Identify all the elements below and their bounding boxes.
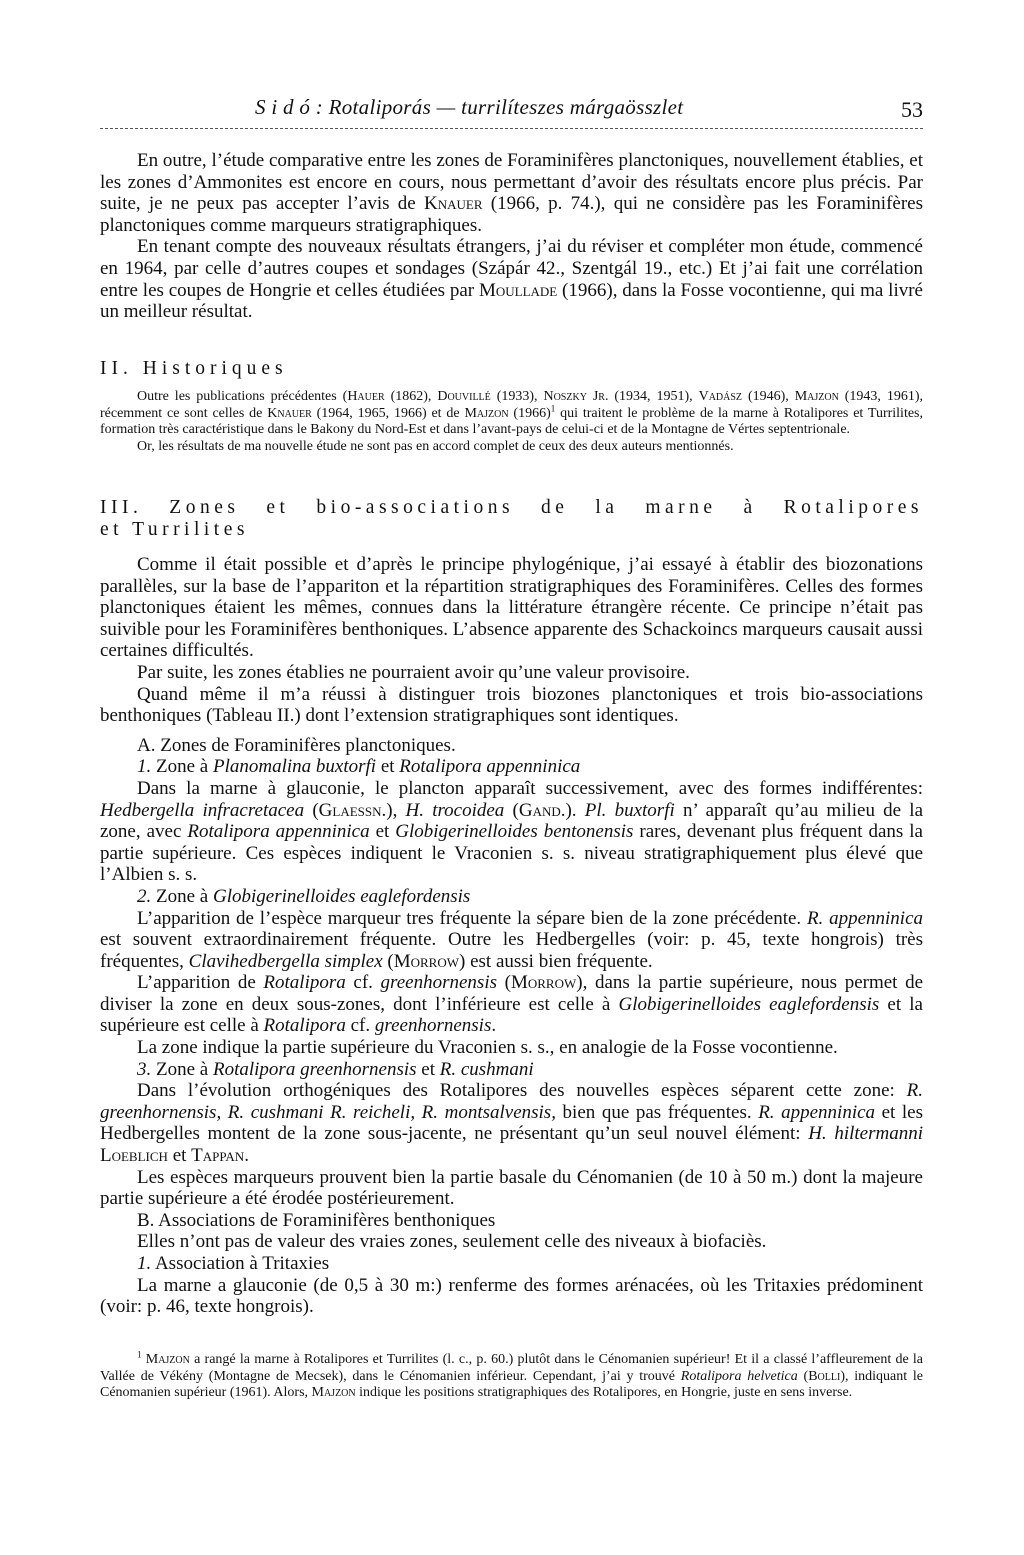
association-1-title: 1. Association à Tritaxies — [137, 1253, 330, 1274]
zone-2-paragraph-2: L’apparition de Rotalipora cf. greenhornensis (Morrow), dans la partie supérieure, nous permet de diviser la zone en deux sous-zones, dont l’inférieure est celle à Globigerinelloides eaglefordensis et la supérieure est celle à Rotalipora cf. greenhornensis. — [100, 972, 924, 1037]
zone-3-title: 3. Zone à Rotalipora greenhornensis et R. cushmani — [137, 1058, 534, 1080]
zone-1-body: Dans la marne à glauconie, le plancton apparaît successivement, avec des formes indifférentes: Hedbergella infracretacea (Glaessn.), H. trocoidea (Gand.). Pl. buxtorfi n’ apparaît qu’au milieu de la zone, avec Rotalipora appenninica et Globigerinelloides bentonensis rares, devenant plus fréquent dans la partie supérieure. Ces espèces indiquent le Vraconien s. s. niveau stratigraphiquement plus élevé que l’Albien s. s. — [100, 777, 924, 886]
footnote-marker: 1 — [550, 403, 556, 414]
association-1-body: La marne a glauconie (de 0,5 à 30 m:) renferme des formes arénacées, où les Tritaxies prédominent (voir: p. 46, texte hongrois). — [100, 1274, 923, 1318]
footnote — [100, 1349, 924, 1402]
section-3-paragraph-3: Quand même il m’a réussi à distinguer trois biozones planctoniques et trois bio-associations benthoniques (Tableau II.) dont l’extension stratigraphiques sont identiques. — [100, 683, 923, 727]
zone-2-title: 2. Zone à Globigerinelloides eaglefordensis — [137, 885, 471, 907]
header-rule — [100, 128, 923, 129]
running-title: S i d ó : Rotaliporás — turrilíteszes márgaösszlet — [255, 95, 684, 119]
zone-2-paragraph-3: La zone indique la partie supérieure du Vraconien s. s., en analogie de la Fosse vocontienne. — [137, 1037, 838, 1059]
section-2-paragraph-1: Outre les publications précédentes (Hauer (1862), Douvillé (1933), Noszky Jr. (1934, 1951), Vadász (1946), Majzon (1943, 1961), récemment ce sont celles de Knauer (1964, 1965, 1966) et de Majzon $(1966)^1$ qui traitent le problème de la marne à Rotalipores et Turrilites, formation très caractéristique dans le Bakony du Nord-Est et dans l’avant-pays de celui-ci et de la Montagne de Vértes septentrionale. — [100, 389, 924, 438]
section-3-paragraph-1: Comme il était possible et d’après le principe phylogénique, j’ai essayé à établir des biozonations parallèles, sur la base de l’appariton et la répartition stratigraphiques des Foraminifères. Celles des formes planctoniques étaient les mêmes, connues dans la littérature étrangère récente. Ce principe n’était pas suivible pour les Foraminifères benthoniques. L’absence apparente des Schackoincs marqueurs causait aussi certaines difficultés. — [100, 554, 923, 662]
section-2-body — [100, 389, 923, 456]
subsection-a-title: A. Zones de Foraminifères planctoniques. — [137, 734, 456, 756]
subsection-b-body: Elles n’ont pas de valeur des vraies zones, seulement celle des niveaux à biofaciès. — [137, 1231, 767, 1253]
zone-3-paragraph-2: Les espèces marqueurs prouvent bien la partie basale du Cénomanien (de 10 à 50 m.) dont la majeure partie supérieure a été érodée postérieurement. — [100, 1166, 923, 1210]
section-3-heading-line-2: et Turrilites — [100, 519, 249, 540]
zone-2-paragraph-1: L’apparition de l’espèce marqueur tres fréquente la sépare bien de la zone précédente. R. appenninica est souvent extraordinairement fréquente. Outre les Hedbergelles (voir: p. 45, texte hongrois) très fréquentes, Clavihedbergella simplex (Morrow) est aussi bien fréquente. — [100, 907, 924, 972]
section-3-heading-line-1: III. Zones et bio-associations de la marne à Rotalipores — [100, 497, 923, 518]
subsection-b-title: B. Associations de Foraminifères benthoniques — [137, 1209, 496, 1231]
section-3-paragraph-2: Par suite, les zones établies ne pourraient avoir qu’une valeur provisoire. — [137, 661, 690, 683]
running-header — [100, 95, 923, 123]
intro-block — [100, 150, 923, 323]
zone-1-title: 1. Zone à Planomalina buxtorfi et Rotalipora appenninica — [137, 756, 581, 778]
intro-paragraph-1: En outre, l’étude comparative entre les zones de Foraminifères planctoniques, nouvellement établies, et les zones d’Ammonites est encore en cours, nous permettant d’avoir des résultats encore plus précis. Par suite, je ne peux pas accepter l’avis de Knauer (1966, p. 74.), qui ne considère pas les Foraminifères planctoniques comme marqueurs stratigraphiques. — [100, 150, 923, 236]
section-2-paragraph-2: Or, les résultats de ma nouvelle étude ne sont pas en accord complet de ceux des deux auteurs mentionnés. — [137, 439, 734, 455]
section-3-body — [100, 554, 923, 1318]
section-2-heading: II. Historiques — [100, 358, 288, 379]
intro-paragraph-2: En tenant compte des nouveaux résultats étrangers, j’ai du réviser et compléter mon étude, commencé en 1964, par celle d’autres coupes et sondages (Szápár 42., Szentgál 19., etc.) Et j’ai fait une corrélation entre les coupes de Hongrie et celles étudiées par Moullade (1966), dans la Fosse vocontienne, qui ma livré un meilleur résultat. — [100, 236, 923, 323]
zone-3-paragraph-1: Dans l’évolution orthogéniques des Rotalipores des nouvelles espèces séparent cette zone: R. greenhornensis, R. cushmani R. reicheli, R. montsalvensis, bien que pas fréquentes. R. appenninica et les Hedbergelles montent de la zone sous-jacente, ne présentant qu’un seul nouvel élément: H. hiltermanni Loeblich et Tappan. — [100, 1080, 924, 1167]
footnote-text: $^1$ Majzon a rangé la marne à Rotalipores et Turrilites (l. c., p. 60.) plutôt dans le Cénomanien supérieur! Et il a classé l’affleurement de la Vallée de Vékény (Montagne de Mecsek), dans le Cénomanien inférieur. Cependant, j’ai y trouvé Rotalipora helvetica (Bolli), indiquant le Cénomanien supérieur (1961). Alors, Majzon indique les positions stratigraphiques des Rotalipores, en Hongrie, juste en sens inverse. — [100, 1349, 924, 1401]
page-number: 53 — [901, 97, 923, 122]
